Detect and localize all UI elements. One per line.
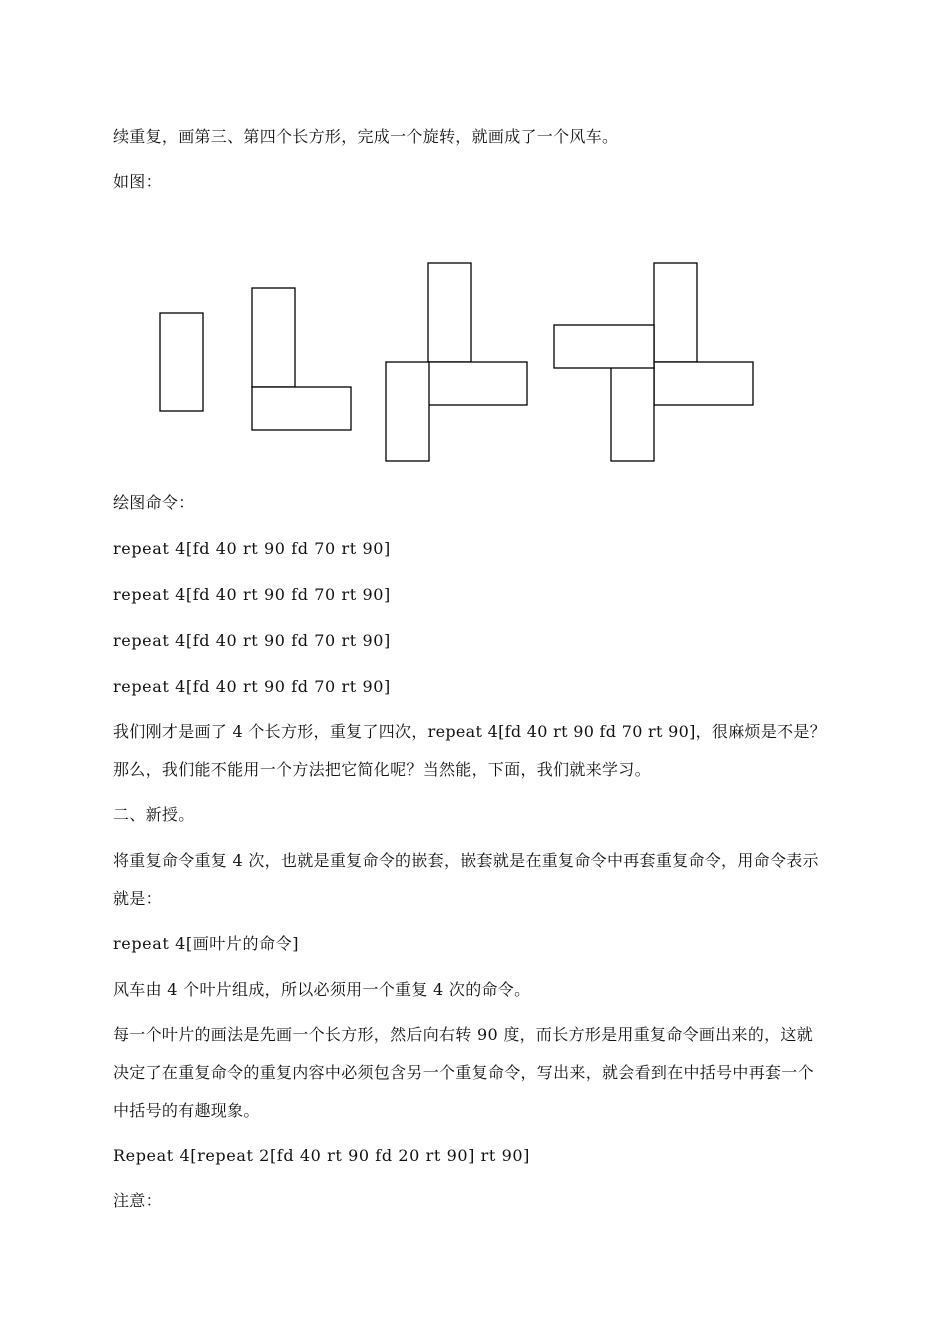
figure-caption: 如图： — [113, 172, 162, 191]
step-2-group — [252, 288, 351, 430]
paragraph-nesting: 将重复命令重复 4 次，也就是重复命令的嵌套，嵌套就是在重复命令中再套重复命令，用命令表示 — [113, 851, 819, 870]
section-heading-new: 二、新授。 — [113, 805, 195, 824]
step-3-rect-2 — [428, 362, 527, 405]
paragraph-repeat-note: 我们刚才是画了 4 个长方形，重复了四次，repeat 4[fd 40 rt 90 fd 70 rt 90]，很麻烦是不是？ — [113, 722, 827, 741]
step-3-rect-3 — [386, 362, 429, 461]
code-line-2: repeat 4[fd 40 rt 90 fd 70 rt 90] — [113, 585, 391, 604]
paragraph-simplify: 那么，我们能不能用一个方法把它简化呢？当然能，下面，我们就来学习。 — [113, 760, 651, 779]
paragraph-nesting-cont: 就是： — [113, 889, 162, 908]
step-2-rect-2 — [252, 387, 351, 430]
commands-heading: 绘图命令： — [113, 493, 195, 512]
paragraph-windmill-leaves: 风车由 4 个叶片组成，所以必须用一个重复 4 次的命令。 — [113, 980, 531, 999]
windmill-figure — [0, 0, 950, 480]
step-4-rect-4 — [554, 325, 654, 368]
code-line-3: repeat 4[fd 40 rt 90 fd 70 rt 90] — [113, 631, 391, 650]
step-3-group — [386, 263, 527, 461]
step-1-group — [160, 313, 203, 411]
code-line-1: repeat 4[fd 40 rt 90 fd 70 rt 90] — [113, 539, 391, 558]
step-4-group — [554, 263, 753, 461]
step-2-rect-1 — [252, 288, 295, 387]
code-line-4: repeat 4[fd 40 rt 90 fd 70 rt 90] — [113, 677, 391, 696]
step-4-rect-2 — [654, 362, 753, 405]
step-4-rect-1 — [654, 263, 697, 362]
code-line-leaf: repeat 4[画叶片的命令] — [113, 934, 300, 953]
paragraph-continue: 续重复，画第三、第四个长方形，完成一个旋转，就画成了一个风车。 — [113, 127, 619, 146]
paragraph-leaf-method-2: 决定了在重复命令的重复内容中必须包含另一个重复命令，写出来，就会看到在中括号中再套一个 — [113, 1063, 814, 1082]
paragraph-leaf-method-1: 每一个叶片的画法是先画一个长方形，然后向右转 90 度，而长方形是用重复命令画出来的，这就 — [113, 1025, 814, 1044]
step-3-rect-1 — [428, 263, 471, 362]
step-4-rect-3 — [611, 367, 654, 461]
paragraph-leaf-method-3: 中括号的有趣现象。 — [113, 1101, 260, 1120]
note-heading: 注意： — [113, 1191, 162, 1210]
step-1-rect-1 — [160, 313, 203, 411]
code-line-nested: Repeat 4[repeat 2[fd 40 rt 90 fd 20 rt 90] rt 90] — [113, 1146, 531, 1165]
